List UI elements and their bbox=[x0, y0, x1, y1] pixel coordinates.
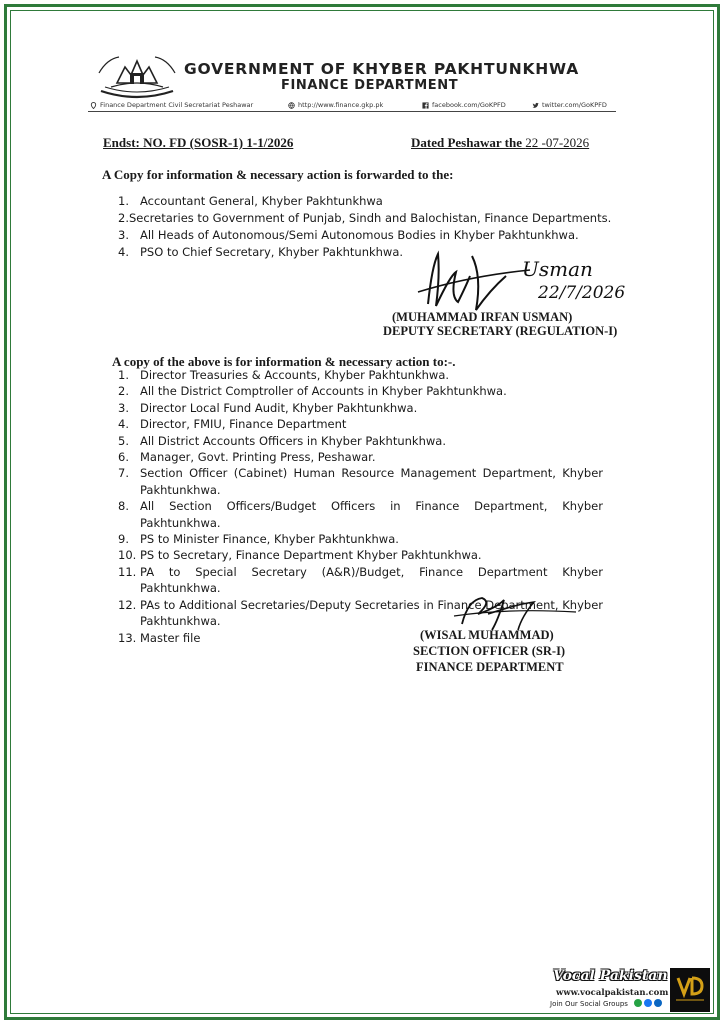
whatsapp-icon[interactable] bbox=[634, 999, 642, 1007]
contact-address-text: Finance Department Civil Secretariat Peshawar bbox=[100, 101, 254, 109]
section-officer-department: FINANCE DEPARTMENT bbox=[416, 660, 564, 674]
item-number: 6. bbox=[118, 450, 129, 465]
list-item bbox=[118, 416, 603, 432]
list-item bbox=[118, 531, 603, 547]
item-text: PSO to Chief Secretary, Khyber Pakhtunkhwa. bbox=[140, 245, 404, 259]
item-text: Section Officer (Cabinet) Human Resource Management Department, Khyber Pakhtunkhwa. bbox=[140, 466, 603, 497]
item-number: 9. bbox=[118, 532, 129, 547]
contact-twitter bbox=[532, 101, 607, 109]
contact-website bbox=[288, 101, 383, 109]
globe-icon bbox=[288, 102, 295, 109]
vocal-pakistan-logo: Vocal Pakistan bbox=[553, 968, 668, 984]
contact-twitter-text: twitter.com/GoKPFD bbox=[542, 101, 607, 109]
item-text: PS to Minister Finance, Khyber Pakhtunkhwa. bbox=[140, 532, 399, 547]
item-text: PS to Secretary, Finance Department Khyber Pakhtunkhwa. bbox=[140, 548, 482, 563]
contact-website-text: http://www.finance.gkp.pk bbox=[298, 101, 384, 109]
list-item bbox=[118, 367, 603, 383]
list-item bbox=[118, 465, 603, 498]
item-number: 1. bbox=[118, 194, 129, 208]
vocal-pakistan-url[interactable]: www.vocalpakistan.com bbox=[556, 988, 669, 998]
item-number: 7. bbox=[118, 466, 129, 481]
signature-handwriting: Usman bbox=[522, 257, 593, 281]
kp-government-logo-icon bbox=[97, 53, 177, 101]
dated-value: 22 -07-2026 bbox=[525, 135, 590, 150]
item-text: PA to Special Secretary (A&R)/Budget, Finance Department Khyber Pakhtunkhwa. bbox=[140, 564, 603, 596]
item-text: All the District Comptroller of Accounts in Khyber Pakhtunkhwa. bbox=[140, 384, 507, 399]
twitter-icon bbox=[532, 102, 539, 109]
item-text: All Heads of Autonomous/Semi Autonomous Bodies in Khyber Pakhtunkhwa. bbox=[140, 228, 579, 242]
list-item bbox=[118, 210, 612, 227]
deputy-secretary-title: DEPUTY SECRETARY (REGULATION-I) bbox=[383, 324, 618, 338]
item-number: 5. bbox=[118, 433, 129, 448]
item-number: 3. bbox=[118, 400, 129, 415]
contact-address bbox=[90, 101, 253, 109]
linkedin-icon[interactable] bbox=[654, 999, 662, 1007]
item-number: 1. bbox=[118, 368, 129, 382]
item-number: 3. bbox=[118, 228, 129, 242]
vp-badge-icon bbox=[670, 968, 710, 1012]
letterhead-divider bbox=[88, 111, 616, 112]
list-item bbox=[118, 433, 603, 449]
list-item bbox=[118, 400, 603, 416]
copy-intro: A copy of the above is for information & necessary action to:-. bbox=[112, 354, 456, 369]
section-officer-name: (WISAL MUHAMMAD) bbox=[420, 628, 554, 642]
dated-line bbox=[411, 135, 589, 151]
facebook-icon[interactable] bbox=[644, 999, 652, 1007]
item-text: Manager, Govt. Printing Press, Peshawar. bbox=[140, 450, 376, 465]
join-social-text: Join Our Social Groups bbox=[550, 1000, 628, 1008]
list-item bbox=[118, 193, 608, 210]
item-text: Master file bbox=[140, 630, 201, 645]
item-text: Director, FMIU, Finance Department bbox=[140, 417, 347, 432]
item-number: 2. bbox=[118, 211, 129, 225]
item-number: 12. bbox=[118, 597, 137, 612]
deputy-secretary-name: (MUHAMMAD IRFAN USMAN) bbox=[392, 310, 573, 324]
contact-facebook bbox=[422, 101, 506, 109]
item-text: All District Accounts Officers in Khyber Pakhtunkhwa. bbox=[140, 433, 446, 448]
item-number: 2. bbox=[118, 384, 129, 399]
item-number: 4. bbox=[118, 417, 129, 432]
item-text: All Section Officers/Budget Officers in Finance Department, Khyber Pakhtunkhwa. bbox=[140, 499, 603, 530]
location-icon bbox=[90, 102, 97, 109]
forwarding-intro: A Copy for information & necessary action is forwarded to the: bbox=[102, 167, 454, 182]
department-title: FINANCE DEPARTMENT bbox=[281, 78, 459, 93]
contact-facebook-text: facebook.com/GoKPFD bbox=[432, 101, 506, 109]
section-officer-title: SECTION OFFICER (SR-I) bbox=[413, 644, 566, 658]
item-number: 11. bbox=[118, 564, 137, 579]
list-item bbox=[118, 227, 608, 244]
item-text: PAs to Additional Secretaries/Deputy Secretaries in Finance Department, Khyber Pakhtunkhwa. bbox=[140, 597, 603, 629]
item-number: 4. bbox=[118, 245, 129, 259]
signature-handwritten-date: 22/7/2026 bbox=[538, 283, 626, 303]
item-number: 10. bbox=[118, 548, 137, 563]
facebook-icon bbox=[422, 102, 429, 109]
item-text: Director Local Fund Audit, Khyber Pakhtunkhwa. bbox=[140, 400, 418, 415]
endorsement-number: Endst: NO. FD (SOSR-1) 1-1/2026 bbox=[103, 135, 294, 150]
dated-label: Dated Peshawar the bbox=[411, 135, 522, 150]
government-title: GOVERNMENT OF KHYBER PAKHTUNKHWA bbox=[184, 60, 580, 78]
list-item bbox=[118, 449, 603, 465]
list-item bbox=[118, 498, 603, 531]
item-text: Director Treasuries & Accounts, Khyber Pakhtunkhwa. bbox=[140, 368, 450, 382]
item-text: Secretaries to Government of Punjab, Sindh and Balochistan, Finance Departments. bbox=[128, 211, 612, 225]
list-item bbox=[118, 547, 603, 563]
list-item bbox=[118, 383, 603, 399]
item-number: 13. bbox=[118, 630, 137, 645]
social-icons bbox=[634, 999, 662, 1007]
item-text: Accountant General, Khyber Pakhtunkhwa bbox=[140, 194, 383, 208]
item-number: 8. bbox=[118, 499, 129, 514]
